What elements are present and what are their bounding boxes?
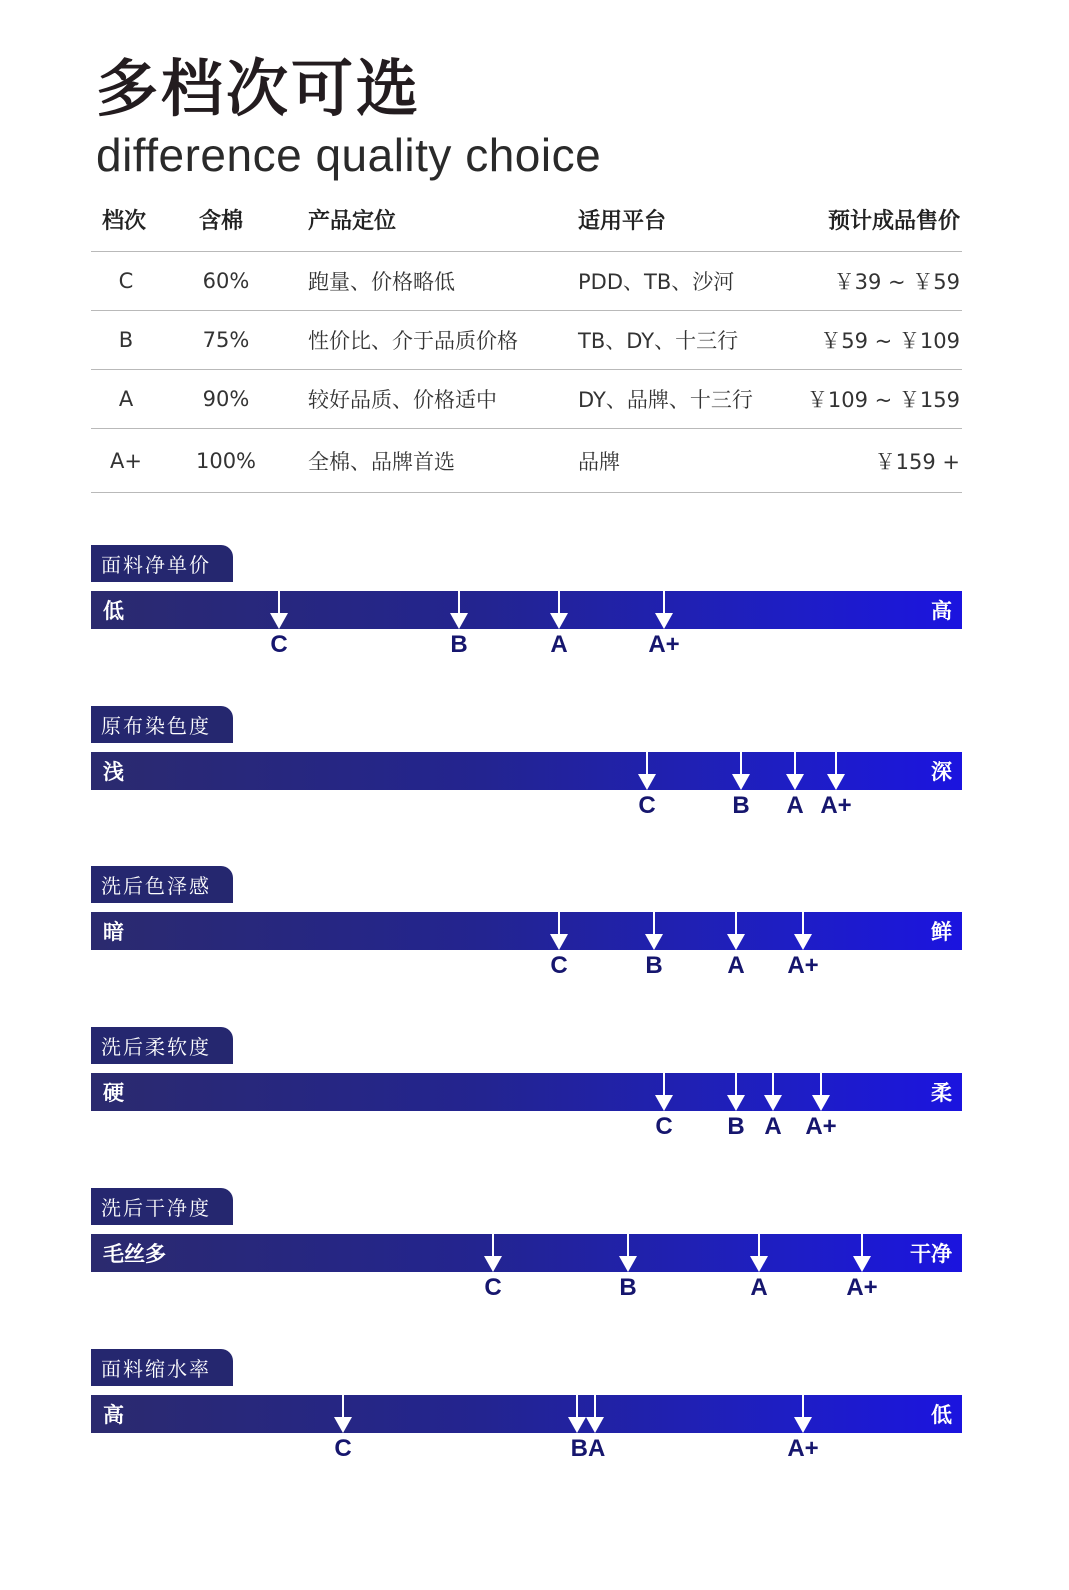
marker-arrow-icon — [784, 750, 806, 792]
cell-platform: 品牌 — [578, 449, 620, 474]
cell-positioning: 较好品质、价格适中 — [308, 388, 497, 412]
cell-price: ￥39 ~ ￥59 — [833, 270, 960, 294]
marker-label: A+ — [805, 1113, 837, 1140]
scale-shrinkage — [91, 1349, 962, 1469]
scale-bar — [91, 1234, 962, 1272]
marker-label: A — [750, 1274, 768, 1301]
cell-positioning: 跑量、价格略低 — [308, 270, 455, 294]
cell-cotton: 90% — [202, 387, 250, 411]
cell-cotton: 75% — [202, 328, 250, 352]
cell-grade: A+ — [110, 448, 142, 473]
cell-platform: PDD、TB、沙河 — [578, 270, 735, 294]
cell-cotton: 100% — [195, 448, 257, 473]
scale-right-label: 柔 — [931, 1081, 952, 1105]
scale-wash-color — [91, 866, 962, 986]
cell-positioning: 全棉、品牌首选 — [308, 449, 455, 474]
scale-tag: 洗后柔软度 — [91, 1027, 233, 1064]
cell-price: ￥59 ~ ￥109 — [820, 329, 960, 353]
table-row — [91, 429, 962, 493]
marker-arrow-icon — [617, 1232, 639, 1274]
marker-arrow-icon — [725, 910, 747, 952]
marker-label: BA — [570, 1435, 606, 1462]
scale-bar — [91, 591, 962, 629]
cell-platform: TB、DY、十三行 — [578, 329, 739, 353]
marker-arrow-icon — [653, 589, 675, 631]
marker-arrow-icon — [332, 1393, 354, 1435]
marker-arrow-icon — [482, 1232, 504, 1274]
marker-label: A+ — [787, 1435, 819, 1462]
scale-left-label: 高 — [103, 1403, 124, 1427]
page-subtitle: difference quality choice — [96, 129, 602, 181]
marker-arrow-icon — [825, 750, 847, 792]
header-cotton: 含棉 — [199, 209, 244, 234]
table-row — [91, 370, 962, 429]
scale-left-label: 硬 — [103, 1081, 124, 1105]
table-row — [91, 311, 962, 370]
table-row — [91, 252, 962, 311]
scale-left-label: 毛丝多 — [103, 1242, 166, 1266]
marker-label: B — [727, 1113, 745, 1140]
marker-label: C — [655, 1113, 673, 1140]
scale-right-label: 干净 — [910, 1242, 952, 1266]
marker-arrow-icon — [636, 750, 658, 792]
header-positioning: 产品定位 — [308, 209, 397, 234]
scale-wash-softness — [91, 1027, 962, 1147]
scale-right-label: 鲜 — [931, 920, 952, 944]
scale-fabric-price — [91, 545, 962, 665]
scale-tag: 洗后干净度 — [91, 1188, 233, 1225]
scale-right-label: 高 — [931, 599, 952, 623]
marker-arrow-icon — [548, 910, 570, 952]
scale-tag: 面料缩水率 — [91, 1349, 233, 1386]
marker-arrow-icon — [653, 1071, 675, 1113]
marker-label: C — [270, 631, 288, 658]
grade-table — [91, 188, 962, 493]
page-title: 多档次可选 — [96, 52, 422, 125]
cell-grade: A — [118, 387, 134, 411]
header-platform: 适用平台 — [578, 209, 667, 234]
marker-label: A+ — [846, 1274, 878, 1301]
marker-arrow-icon — [792, 1393, 814, 1435]
scale-right-label: 深 — [931, 760, 952, 784]
marker-label: A — [727, 952, 745, 979]
scale-bar — [91, 912, 962, 950]
scale-tag: 面料净单价 — [91, 545, 233, 582]
marker-arrow-icon — [851, 1232, 873, 1274]
marker-label: A+ — [820, 792, 852, 819]
scale-bar — [91, 1395, 962, 1433]
marker-arrow-icon — [725, 1071, 747, 1113]
cell-grade: B — [118, 328, 134, 352]
marker-arrow-icon — [548, 589, 570, 631]
cell-cotton: 60% — [202, 269, 250, 293]
marker-label: A+ — [787, 952, 819, 979]
scale-dye-depth — [91, 706, 962, 826]
marker-label: B — [619, 1274, 637, 1301]
marker-label: C — [334, 1435, 352, 1462]
cell-price: ￥109 ~ ￥159 — [806, 388, 960, 412]
cell-positioning: 性价比、介于品质价格 — [308, 329, 518, 353]
marker-label: B — [450, 631, 468, 658]
marker-arrow-icon — [792, 910, 814, 952]
header-price: 预计成品售价 — [827, 209, 960, 234]
marker-arrow-icon — [268, 589, 290, 631]
scale-tag: 洗后色泽感 — [91, 866, 233, 903]
marker-label: C — [638, 792, 656, 819]
scale-right-label: 低 — [931, 1403, 952, 1427]
scale-wash-cleanliness — [91, 1188, 962, 1308]
scale-left-label: 浅 — [103, 760, 124, 784]
marker-label: A+ — [648, 631, 680, 658]
marker-label: B — [732, 792, 750, 819]
scale-left-label: 暗 — [103, 920, 124, 944]
scale-left-label: 低 — [103, 599, 124, 623]
marker-label: A — [764, 1113, 782, 1140]
marker-arrow-icon — [448, 589, 470, 631]
cell-platform: DY、品牌、十三行 — [578, 388, 753, 412]
scale-tag: 原布染色度 — [91, 706, 233, 743]
marker-arrow-icon — [810, 1071, 832, 1113]
marker-label: B — [645, 952, 663, 979]
header-grade: 档次 — [102, 209, 147, 234]
marker-label: A — [550, 631, 568, 658]
marker-label: C — [484, 1274, 502, 1301]
marker-arrow-icon — [643, 910, 665, 952]
marker-arrow-icon — [584, 1393, 606, 1435]
cell-price: ￥159 + — [874, 449, 960, 474]
marker-arrow-icon — [762, 1071, 784, 1113]
cell-grade: C — [118, 269, 134, 293]
marker-label: A — [786, 792, 804, 819]
marker-arrow-icon — [748, 1232, 770, 1274]
marker-arrow-icon — [730, 750, 752, 792]
marker-label: C — [550, 952, 568, 979]
table-header — [91, 188, 962, 252]
